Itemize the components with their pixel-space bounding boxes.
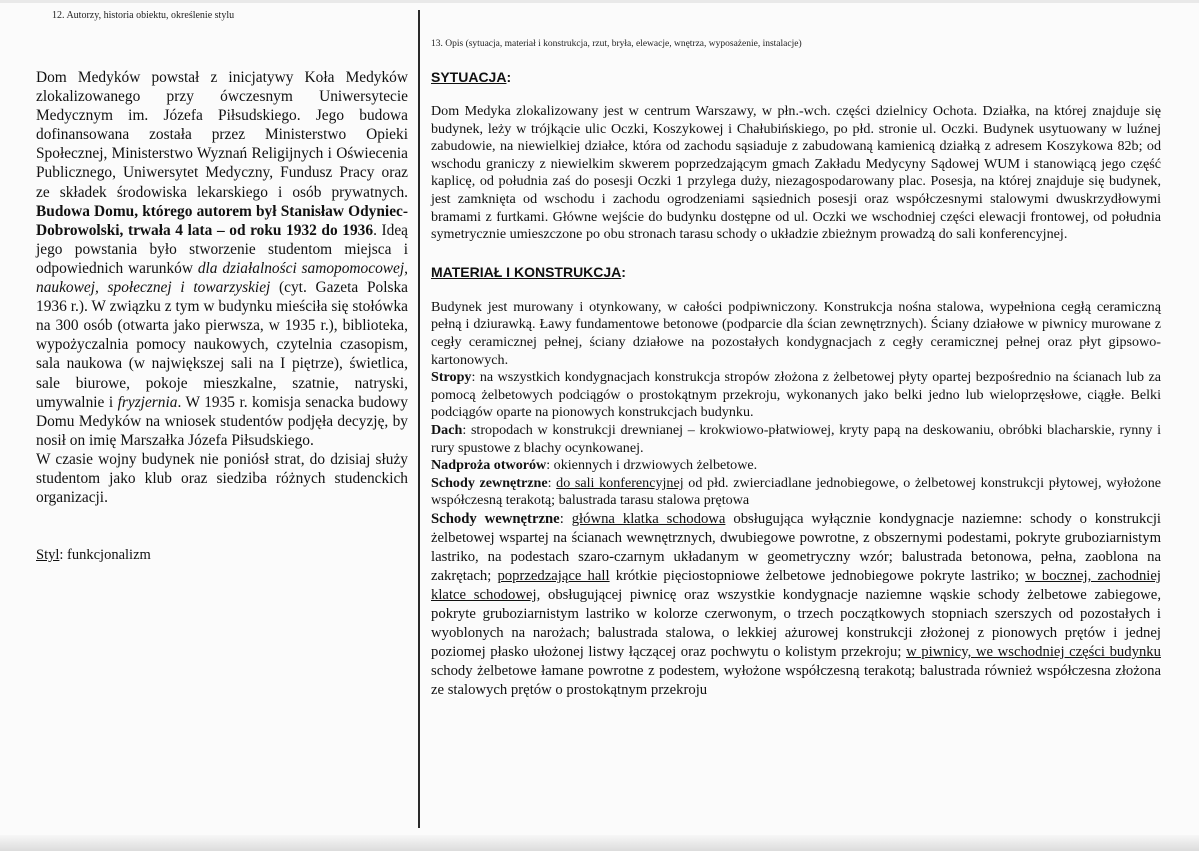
material-paragraph: Budynek jest murowany i otynkowany, w całości podpiwniczony. Konstrukcja nośna stalowa, wypełniona cegłą ceramiczną pełną i dziurawką. Ławy fundamentowe betonowe (podparcie dla ścian zewnętrznych). Ściany działowe w piwnicy murowane z cegły ceramicznej pełnej, ściany działowe na pozostałych kondygnacjach z cegły ceramicznej pełnej oraz płyt gipsowo-kartonowych.	[431, 298, 1161, 368]
schody-wewnetrzne-paragraph	[431, 510, 1161, 700]
history-paragraph	[36, 68, 408, 450]
nadproza-label: Nadproża otworów	[431, 457, 547, 474]
schody-wewnetrzne-label: Schody wewnętrzne	[431, 510, 560, 527]
history-text-part: Dom Medyków powstał z inicjatywy Koła Medyków zlokalizowanego przy ówczesnym Uniwersytecie Medycznym im. Józefa Piłsudskiego. Jego budowa dofinansowana została przez Ministerstwo Opieki Społecznej, Ministerstwo Wyznań Religijnych i Oświecenia Publicznego, Uniwersytet Medyczny, Fundusz Pracy oraz ze składek środowiska lekarskiego i osób prywatnych.	[36, 69, 408, 201]
text-part: , obsługującej piwnicę oraz wszystkie kondygnacje naziemne wąskie schody żelbetowe zabiegowe, pokryte gruboziarnistym lastriko w kolorze czerwonym, o trzech początkowych stopniach szerszych od pozostałych i wyoblonych na narożach; balustrada stalowa, o lekkiej ażurowej konstrukcji złożonej z pionowych prętów i jednej poziomej płasko ułożonej listwy łączącej oraz pochwytu o kolistym przekroju;	[431, 586, 1161, 660]
left-column	[36, 10, 408, 564]
heading-sytuacja-text: SYTUACJA	[431, 69, 507, 85]
italic-word: fryzjernia	[117, 393, 178, 411]
dach-paragraph	[431, 422, 1161, 457]
underlined-phrase: w piwnicy, we wschodniej części budynku	[906, 643, 1161, 660]
right-column	[431, 38, 1161, 700]
scan-edge-top	[0, 0, 1199, 3]
history-text-part: (cyt. Gazeta Polska 1936 r.). W związku z tym w budynku mieściła się stołówka na 300 osób (otwarta jako pierwsza, w 1935 r.), biblioteka, wypożyczalnia pomocy naukowych, czytelnia czasopism, sala naukowa (w największej sali na I piętrze), świetlica, sale biurowe, pokoje mieszkalne, szatnie, natryski, umywalnie i	[36, 279, 408, 411]
scan-edge-bottom	[0, 835, 1199, 851]
column-divider	[418, 10, 420, 828]
text-part: :	[559, 510, 572, 527]
underlined-phrase: poprzedzające hall	[497, 567, 610, 584]
author-statement: Budowa Domu, którego autorem był Stanisław Odyniec-Dobrowolski, trwała 4 lata – od roku 1932 do 1936	[36, 202, 408, 239]
style-line	[36, 547, 408, 564]
field-label-13: 13. Opis (sytuacja, materiał i konstrukcja, rzut, bryła, elewacje, wnętrza, wyposażenie, instalacje)	[431, 39, 802, 49]
underlined-phrase: główna klatka schodowa	[571, 510, 726, 527]
text-part: krótkie pięciostopniowe żelbetowe jednobiegowe pokryte lastriko;	[609, 567, 1026, 584]
text-part: :	[547, 474, 557, 491]
style-value: : funkcjonalizm	[59, 547, 151, 564]
stropy-text: : na wszystkich kondygnacjach konstrukcja stropów złożona z żelbetowej płyty opartej bezpośrednio na ścianach lub za pomocą żelbetowych podciągów o prostokątnym przekroju, wykonanych jako belki jedno lub wieloprzęsłowe, ciągłe. Belki podciągów oparte na pionowych konstrukcjach budynku.	[431, 369, 1161, 421]
stropy-label: Stropy	[431, 369, 472, 386]
sytuacja-paragraph: Dom Medyka zlokalizowany jest w centrum Warszawy, w płn.-wch. części dzielnicy Ochota. Działka, na której znajduje się budynek, leży w trójkącie ulic Oczki, Koszykowej i Chałubińskiego, po płd. stronie ul. Oczki. Budynek usytuowany w luźnej zabudowie, na niewielkiej działce, która od zachodu sąsiaduje z zabudowaną kamienicą działką z adresem Koszykowa 82b; od wschodu graniczy z niewielkim skwerem poprzedzającym gmach Zakładu Medycyny Sądowej WUM i stanowiącą jego część kaplicę, od południa zaś do posesji Oczki 1 przylega duży, niezagospodarowany plac. Posesja, na której znajduje się budynek, jest zamknięta od wschodu i zachodu ogrodzeniami sąsiednich posesji oraz współczesnymi stalowymi dwuskrzydłowymi bramami z furtkami. Główne wejście do budynku dostępne od ul. Oczki we wschodniej części elewacji frontowej, od południa symetrycznie umieszczone po obu stronach tarasu schody o układzie zbieżnym prowadzą do sali konferencyjnej.	[431, 103, 1161, 243]
style-label: Styl	[36, 547, 60, 564]
nadproza-text: : okiennych i drzwiowych żelbetowe.	[546, 457, 758, 474]
underlined-phrase: w bocznej, zachodniej klatce schodowej	[431, 567, 1161, 603]
text-part: od płd. zwierciadlane jednobiegowe, o żelbetowej konstrukcji płytowej, wyłożone współczesną terakotą; balustrada tarasu stalowa prętowa	[431, 474, 1162, 509]
quote-italic: dla działalności samopomocowej, naukowej, społecznej i towarzyskiej	[36, 259, 408, 297]
schody-zewnetrzne-paragraph	[431, 475, 1161, 510]
dach-label: Dach	[431, 421, 463, 438]
text-part: obsługująca wyłącznie kondygnacje naziemne: schody o konstrukcji żelbetowej wspartej na ścianach wewnętrznych, dwubiegowe powrotne, z obszernymi podestami, pokryte gruboziarnistym lastriko, na podestach szaro-czarnym układanym w geometryczny wzór; balustrada betonowa, pełna, zaoblona na zakrętach;	[431, 510, 1162, 584]
stropy-paragraph	[431, 369, 1161, 422]
underlined-phrase: do sali konferencyjnej	[556, 474, 684, 491]
war-paragraph: W czasie wojny budynek nie poniósł strat, do dzisiaj służy studentom jako klub oraz siedziba różnych studenckich organizacji.	[36, 450, 408, 507]
history-text-part: . W 1935 r. komisja senacka budowy Domu Medyków na wniosek studentów podjęła decyzję, by nosił on imię Marszałka Józefa Piłsudskiego.	[36, 393, 408, 449]
heading-material-text: MATERIAŁ I KONSTRUKCJA	[431, 263, 622, 280]
nadproza-paragraph	[431, 457, 1161, 475]
field-label-12: 12. Autorzy, historia obiektu, określenie stylu	[52, 10, 235, 21]
heading-sytuacja: SYTUACJA:	[431, 69, 512, 85]
dach-text: : stropodach w konstrukcji drewnianej – krokwiowo-płatwiowej, kryty papą na deskowaniu, obróbki blacharskie, rynny i rury spustowe z blachy ocynkowanej.	[431, 421, 1161, 456]
heading-material: MATERIAŁ I KONSTRUKCJA:	[431, 263, 626, 280]
history-text	[36, 68, 408, 507]
history-text-part: . Ideą jego powstania było stworzenie studentom miejsca i odpowiednich warunków	[36, 221, 408, 277]
schody-zewnetrzne-label: Schody zewnętrzne	[431, 474, 548, 491]
text-part: schody żelbetowe łamane powrotne z podestem, wyłożone współczesną terakotą; balustrada również współczesna złożona ze stalowych prętów o prostokątnym przekroju	[431, 662, 1161, 698]
